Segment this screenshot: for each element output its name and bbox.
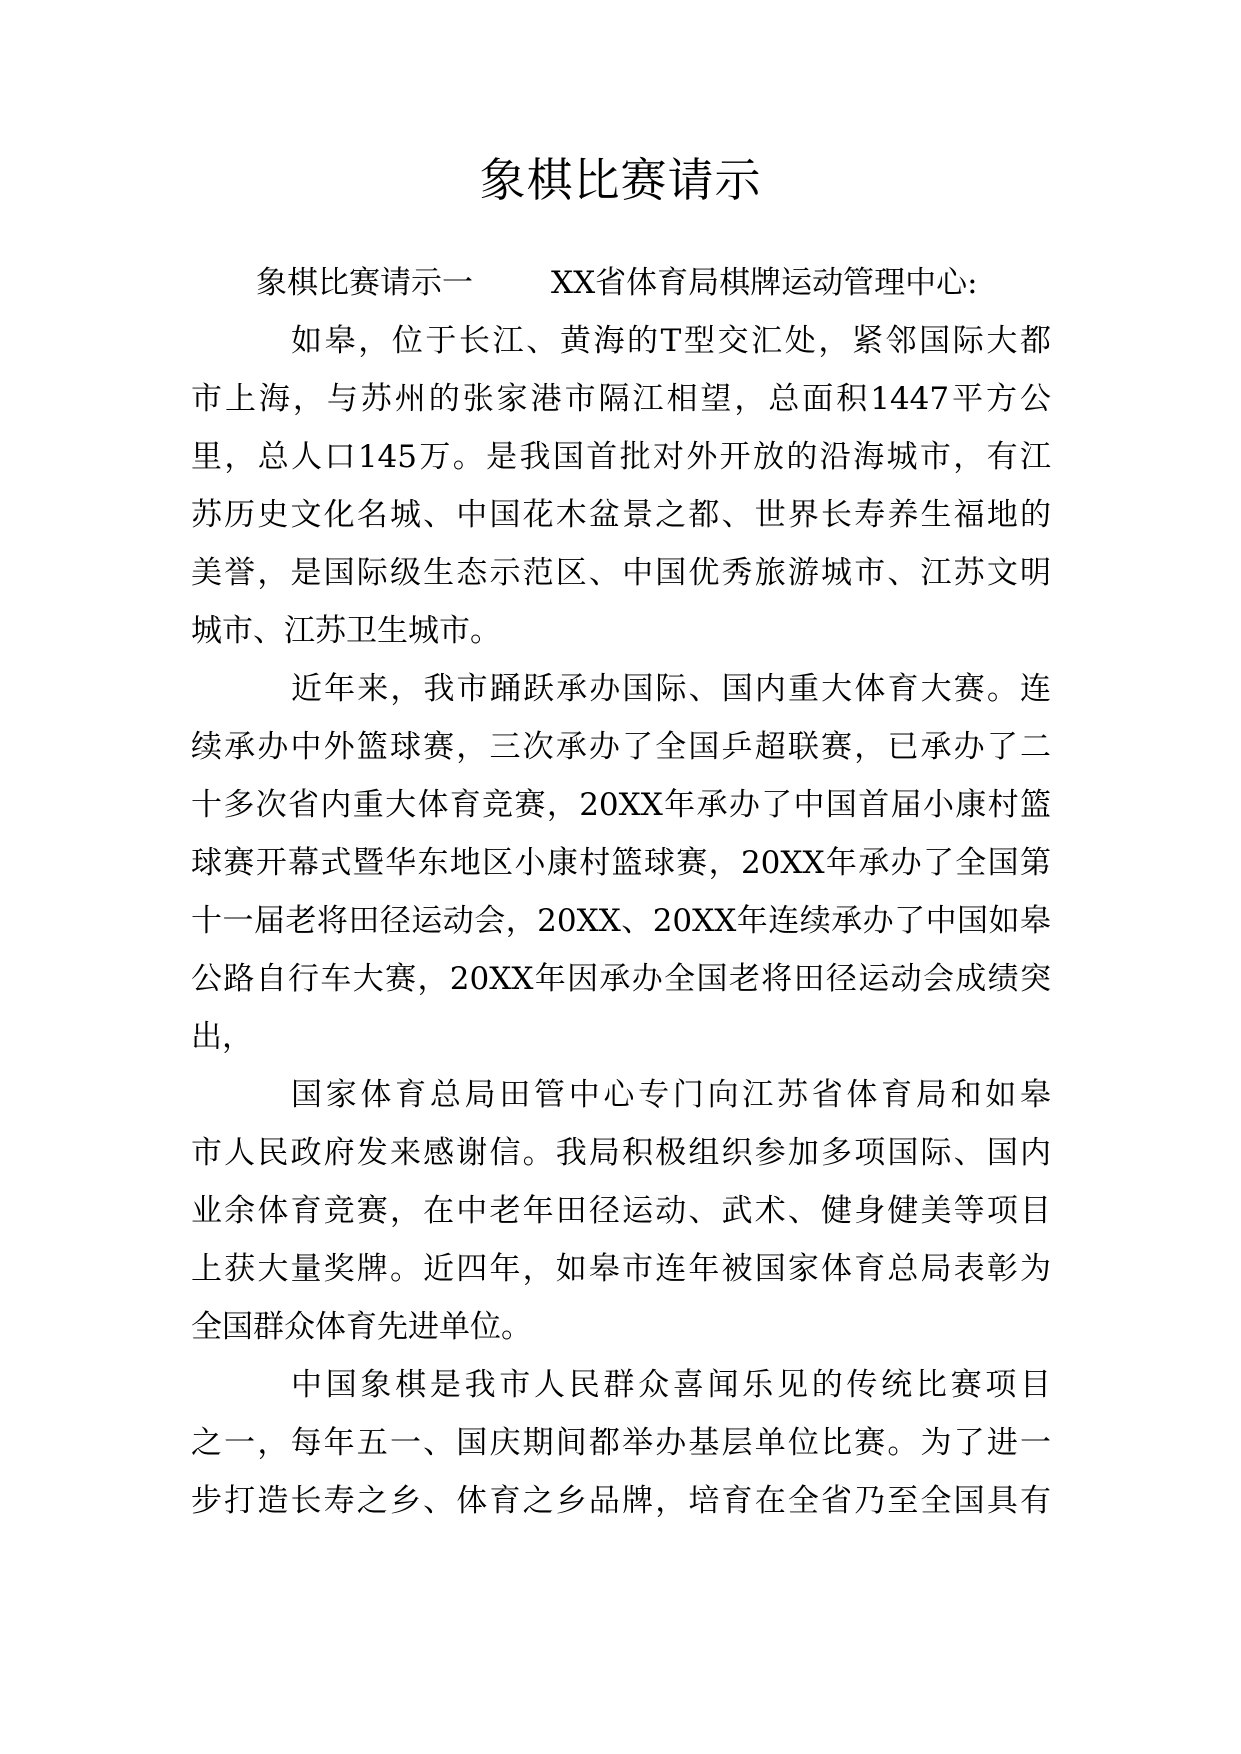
paragraph-line: 国家体育总局田管中心专门向江苏省体育局和如皋 bbox=[291, 1077, 1051, 1113]
paragraph-line: 步打造长寿之乡、体育之乡品牌，培育在全省乃至全国具有 bbox=[191, 1483, 1051, 1519]
paragraph-line: 之一，每年五一、国庆期间都举办基层单位比赛。为了进一 bbox=[191, 1425, 1051, 1461]
paragraph-line: 近年来，我市踊跃承办国际、国内重大体育大赛。连 bbox=[291, 671, 1051, 707]
paragraph-line: 公路自行车大赛，20XX年因承办全国老将田径运动会成绩突 bbox=[191, 961, 1051, 997]
paragraph-line: 中国象棋是我市人民群众喜闻乐见的传统比赛项目 bbox=[291, 1367, 1051, 1403]
salutation-addressee: XX省体育局棋牌运动管理中心: bbox=[551, 265, 978, 301]
paragraph-line: 续承办中外篮球赛，三次承办了全国乒超联赛，已承办了二 bbox=[191, 729, 1051, 765]
paragraph-line: 苏历史文化名城、中国花木盆景之都、世界长寿养生福地的 bbox=[191, 497, 1051, 533]
paragraph-line: 业余体育竞赛，在中老年田径运动、武术、健身健美等项目 bbox=[191, 1193, 1051, 1229]
document-body bbox=[191, 254, 1051, 1530]
paragraph-line: 如皋，位于长江、黄海的T型交汇处，紧邻国际大都 bbox=[291, 323, 1051, 359]
paragraph-line: 十多次省内重大体育竞赛，20XX年承办了中国首届小康村篮 bbox=[191, 787, 1051, 823]
paragraph-line: 十一届老将田径运动会，20XX、20XX年连续承办了中国如皋 bbox=[191, 903, 1051, 939]
paragraph-line: 上获大量奖牌。近四年，如皋市连年被国家体育总局表彰为 bbox=[191, 1251, 1051, 1287]
salutation-line bbox=[191, 254, 1051, 312]
salutation-prefix: 象棋比赛请示一 bbox=[256, 265, 473, 301]
paragraph-line: 城市、江苏卫生城市。 bbox=[191, 613, 501, 649]
paragraph-line: 市人民政府发来感谢信。我局积极组织参加多项国际、国内 bbox=[191, 1135, 1051, 1171]
document-title: 象棋比赛请示 bbox=[479, 153, 762, 207]
paragraph-line: 球赛开幕式暨华东地区小康村篮球赛，20XX年承办了全国第 bbox=[191, 845, 1051, 881]
paragraph-line: 里，总人口145万。是我国首批对外开放的沿海城市，有江 bbox=[191, 439, 1051, 475]
paragraph-line: 全国群众体育先进单位。 bbox=[191, 1309, 532, 1345]
paragraph-line: 市上海，与苏州的张家港市隔江相望，总面积1447平方公 bbox=[191, 381, 1051, 417]
paragraph-line: 美誉，是国际级生态示范区、中国优秀旅游城市、江苏文明 bbox=[191, 555, 1051, 591]
paragraph-line: 出， bbox=[191, 1019, 253, 1055]
